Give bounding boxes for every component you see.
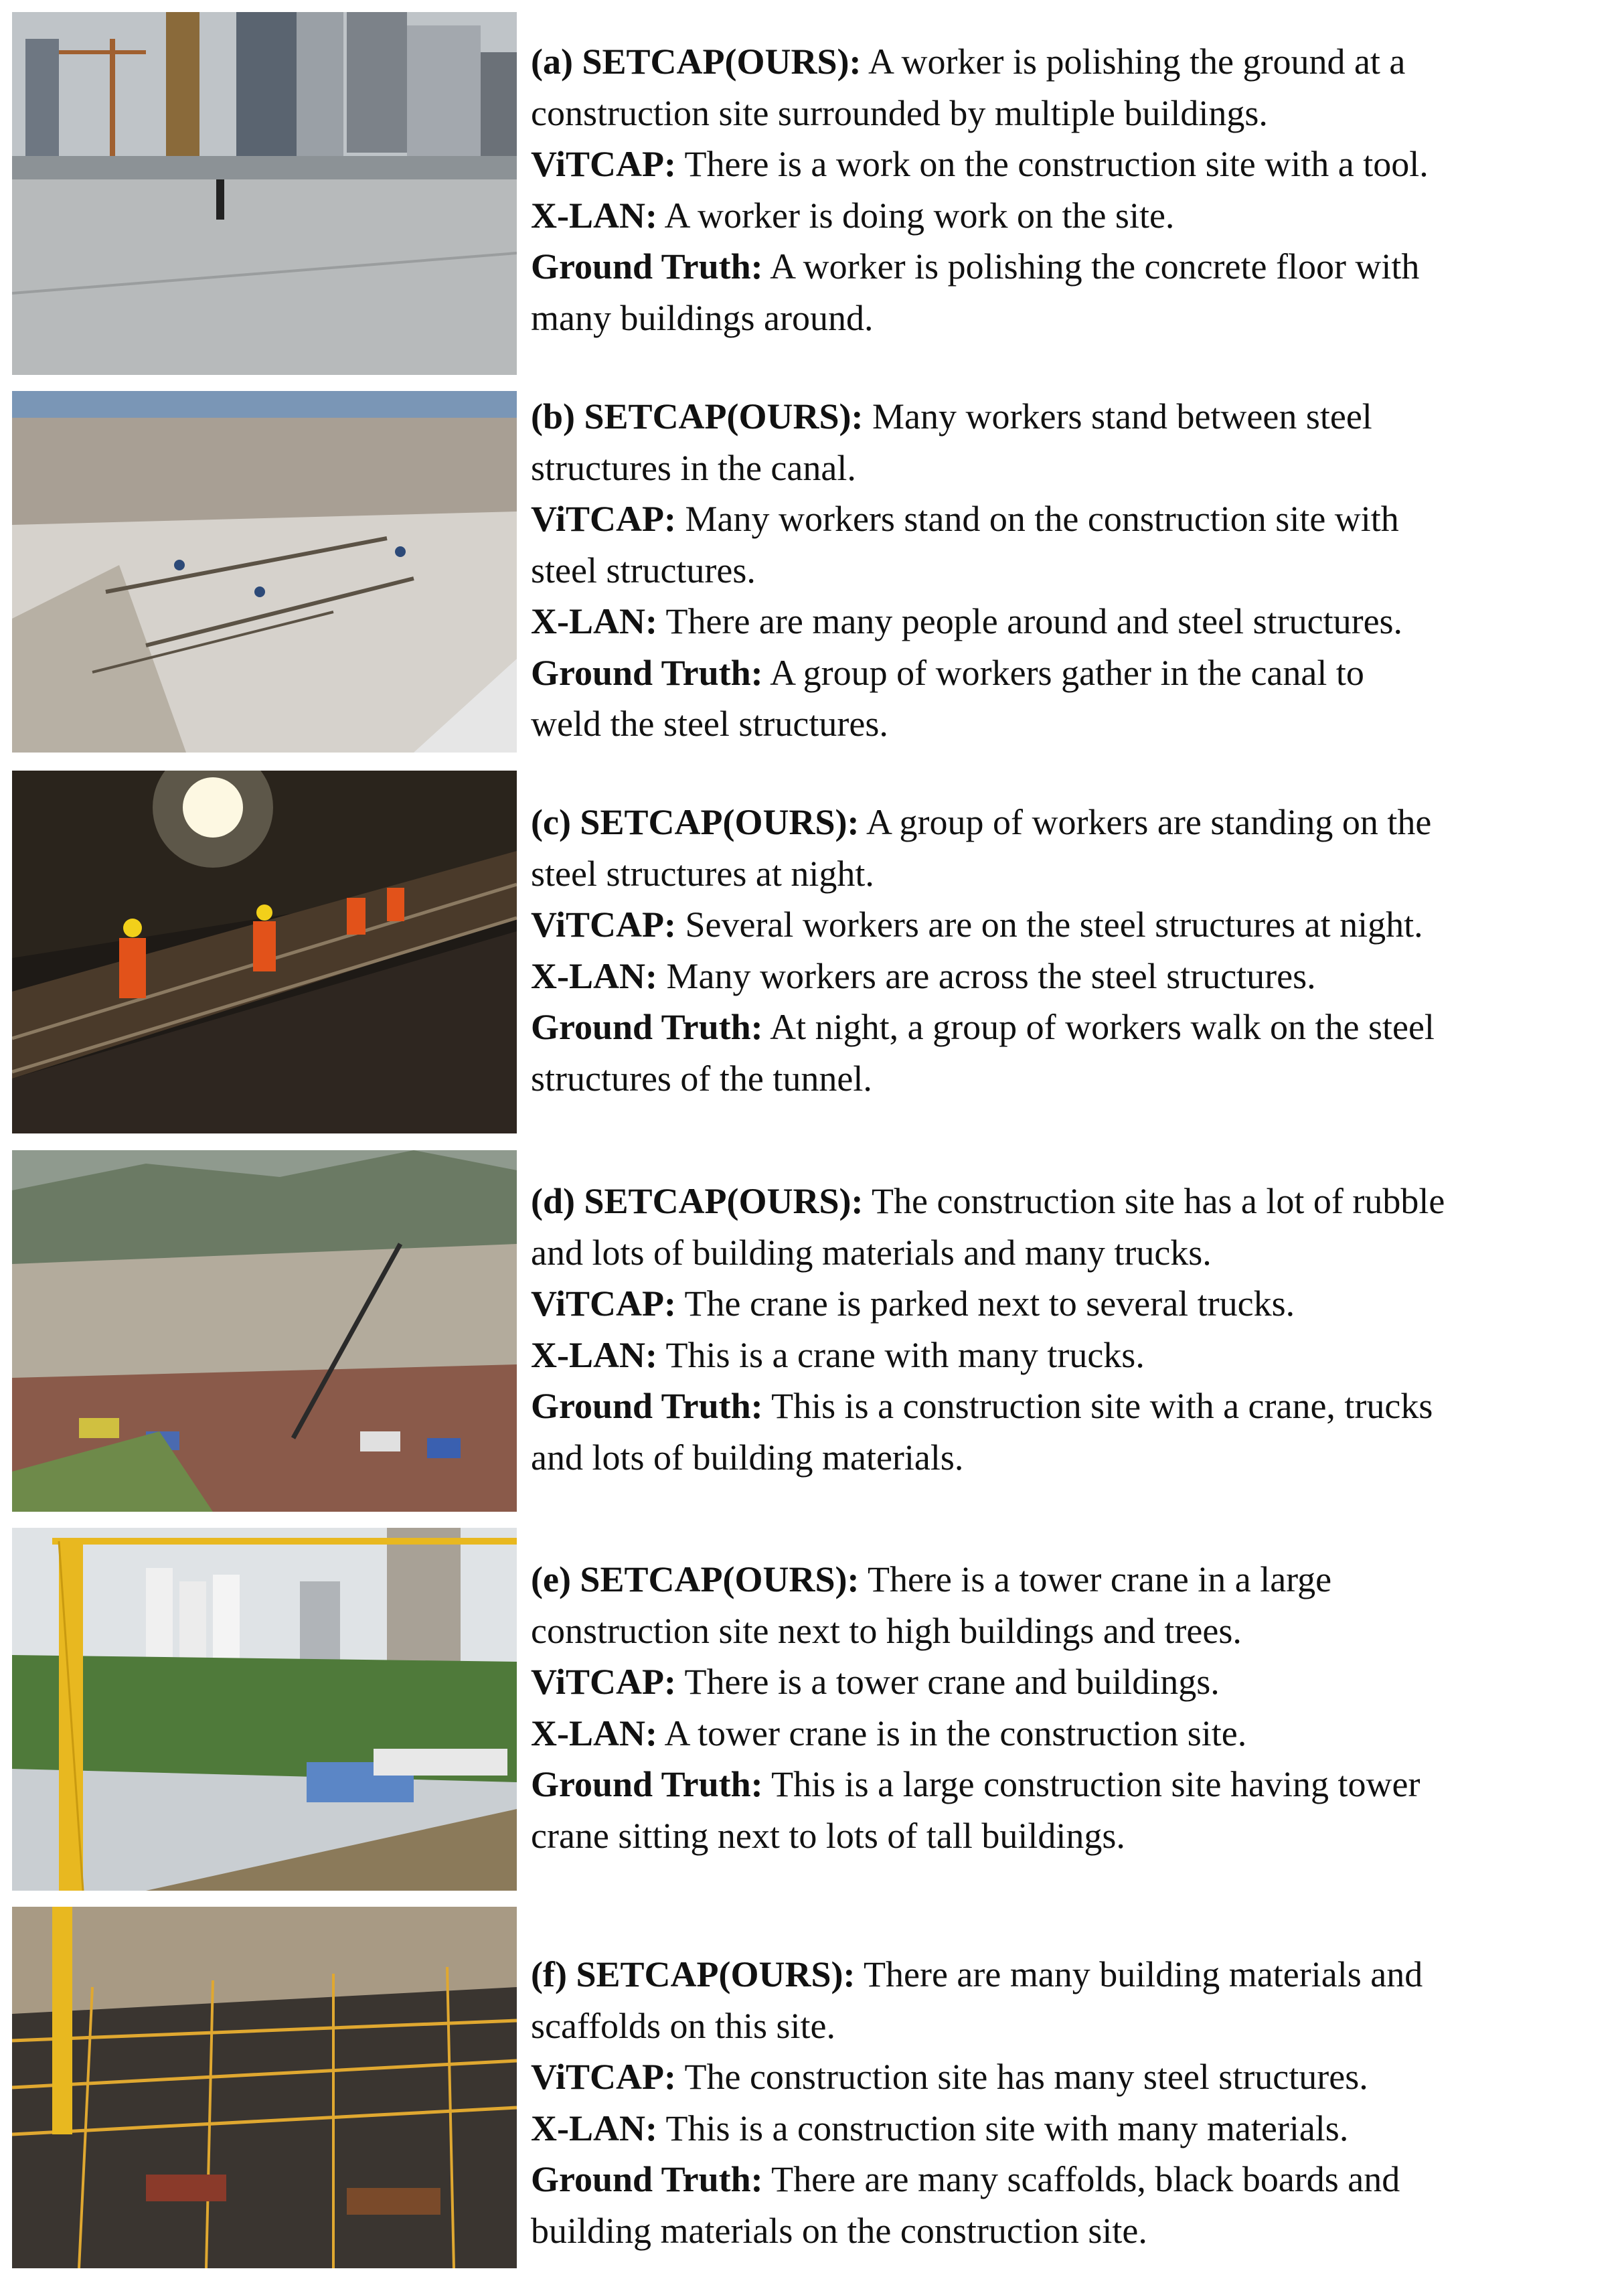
caption-text: construction site next to high buildings and trees.: [531, 1610, 1242, 1651]
caption-text: scaffolds on this site.: [531, 2005, 835, 2046]
caption-label: (e) SETCAP(OURS):: [531, 1559, 860, 1599]
caption-label: (c) SETCAP(OURS):: [531, 802, 860, 842]
caption-text: This is a construction site with many materials.: [657, 2108, 1349, 2148]
caption-line: [531, 1227, 1615, 1279]
caption-b: [531, 391, 1615, 750]
photo-rubble-site-crane-trucks: [12, 1150, 517, 1512]
caption-label: (f) SETCAP(OURS):: [531, 1954, 856, 1994]
caption-line: [531, 139, 1615, 190]
caption-label: Ground Truth:: [531, 2159, 763, 2199]
caption-line: [531, 391, 1615, 443]
caption-text: structures in the canal.: [531, 447, 856, 488]
caption-label: X-LAN:: [531, 195, 657, 236]
caption-label: X-LAN:: [531, 1334, 657, 1375]
caption-text: There are many people around and steel structures.: [657, 601, 1403, 641]
caption-line: [531, 1949, 1615, 2000]
caption-text: Many workers stand between steel: [863, 396, 1372, 437]
caption-line: [531, 1656, 1615, 1708]
caption-line: [531, 647, 1615, 699]
caption-text: and lots of building materials and many trucks.: [531, 1232, 1212, 1273]
caption-label: X-LAN:: [531, 955, 657, 996]
caption-text: A group of workers gather in the canal to: [762, 652, 1364, 693]
photo-night-tunnel-workers: [12, 771, 517, 1133]
caption-line: [531, 899, 1615, 951]
caption-text: steel structures at night.: [531, 853, 874, 894]
caption-line: [531, 88, 1615, 139]
photo-worker-polishing-concrete-floor: [12, 12, 517, 375]
caption-line: [531, 2154, 1615, 2205]
caption-text: A tower crane is in the construction site.: [657, 1713, 1247, 1753]
caption-line: [531, 2051, 1615, 2103]
caption-line: [531, 1554, 1615, 1605]
caption-label: Ground Truth:: [531, 652, 763, 693]
caption-line: [531, 1002, 1615, 1053]
caption-line: [531, 443, 1615, 494]
caption-label: (a) SETCAP(OURS):: [531, 42, 862, 82]
caption-text: steel structures.: [531, 550, 756, 591]
caption-label: X-LAN:: [531, 2108, 657, 2148]
caption-text: Several workers are on the steel structures at night.: [675, 904, 1423, 945]
caption-text: This is a crane with many trucks.: [657, 1334, 1145, 1375]
caption-line: [531, 1759, 1615, 1810]
caption-label: ViTCAP:: [531, 2057, 676, 2097]
caption-text: The construction site has many steel structures.: [675, 2057, 1368, 2097]
caption-label: (d) SETCAP(OURS):: [531, 1181, 864, 1221]
caption-line: [531, 1053, 1615, 1105]
photo-tower-crane-high-buildings: [12, 1528, 517, 1891]
caption-text: A group of workers are standing on the: [859, 802, 1432, 842]
caption-text: and lots of building materials.: [531, 1437, 964, 1478]
caption-text: The construction site has a lot of rubble: [863, 1181, 1445, 1221]
caption-label: ViTCAP:: [531, 1283, 676, 1324]
caption-label: X-LAN:: [531, 601, 657, 641]
caption-text: There is a tower crane and buildings.: [675, 1662, 1220, 1702]
photo-scaffolds-building-materials: [12, 1907, 517, 2268]
caption-label: X-LAN:: [531, 1713, 657, 1753]
caption-text: Many workers stand on the construction site with: [675, 499, 1399, 539]
caption-label: ViTCAP:: [531, 904, 676, 945]
caption-label: ViTCAP:: [531, 1662, 676, 1702]
caption-text: There are many building materials and: [855, 1954, 1423, 1994]
caption-text: A worker is polishing the ground at a: [861, 42, 1406, 82]
caption-line: [531, 241, 1615, 293]
caption-line: [531, 596, 1615, 647]
caption-line: [531, 848, 1615, 900]
caption-text: At night, a group of workers walk on the steel: [762, 1007, 1435, 1047]
caption-label: Ground Truth:: [531, 1007, 763, 1047]
caption-label: Ground Truth:: [531, 1386, 763, 1426]
caption-line: [531, 190, 1615, 242]
caption-text: The crane is parked next to several trucks.: [675, 1283, 1295, 1324]
caption-line: [531, 1381, 1615, 1432]
caption-line: [531, 1432, 1615, 1484]
caption-text: Many workers are across the steel structures.: [657, 955, 1316, 996]
caption-text: structures of the tunnel.: [531, 1058, 872, 1099]
caption-text: There is a work on the construction site with a tool.: [675, 144, 1429, 184]
caption-line: [531, 1810, 1615, 1862]
caption-line: [531, 797, 1615, 848]
caption-line: [531, 36, 1615, 88]
caption-label: ViTCAP:: [531, 144, 676, 184]
caption-d: [531, 1176, 1615, 1483]
caption-text: This is a construction site with a crane, trucks: [762, 1386, 1433, 1426]
caption-text: weld the steel structures.: [531, 704, 888, 744]
caption-line: [531, 2103, 1615, 2154]
caption-text: This is a large construction site having tower: [762, 1764, 1420, 1804]
caption-a: [531, 36, 1615, 343]
caption-text: There are many scaffolds, black boards and: [762, 2159, 1400, 2199]
caption-e: [531, 1554, 1615, 1861]
caption-line: [531, 951, 1615, 1002]
caption-c: [531, 797, 1615, 1104]
caption-line: [531, 2205, 1615, 2257]
caption-line: [531, 1278, 1615, 1330]
caption-text: A worker is polishing the concrete floor with: [762, 246, 1420, 287]
caption-label: Ground Truth:: [531, 246, 763, 287]
caption-line: [531, 1708, 1615, 1759]
caption-label: (b) SETCAP(OURS):: [531, 396, 864, 437]
caption-line: [531, 1176, 1615, 1227]
caption-text: A worker is doing work on the site.: [657, 195, 1175, 236]
caption-f: [531, 1949, 1615, 2256]
caption-label: ViTCAP:: [531, 499, 676, 539]
caption-line: [531, 545, 1615, 597]
caption-line: [531, 293, 1615, 344]
caption-line: [531, 2000, 1615, 2052]
caption-text: There is a tower crane in a large: [859, 1559, 1332, 1599]
caption-text: many buildings around.: [531, 297, 874, 338]
caption-line: [531, 1330, 1615, 1381]
caption-line: [531, 1605, 1615, 1657]
caption-line: [531, 698, 1615, 750]
caption-text: crane sitting next to lots of tall buildings.: [531, 1815, 1125, 1856]
caption-label: Ground Truth:: [531, 1764, 763, 1804]
caption-line: [531, 493, 1615, 545]
caption-text: building materials on the construction site.: [531, 2210, 1147, 2251]
photo-workers-in-canal-with-steel: [12, 391, 517, 753]
caption-text: construction site surrounded by multiple buildings.: [531, 92, 1268, 133]
